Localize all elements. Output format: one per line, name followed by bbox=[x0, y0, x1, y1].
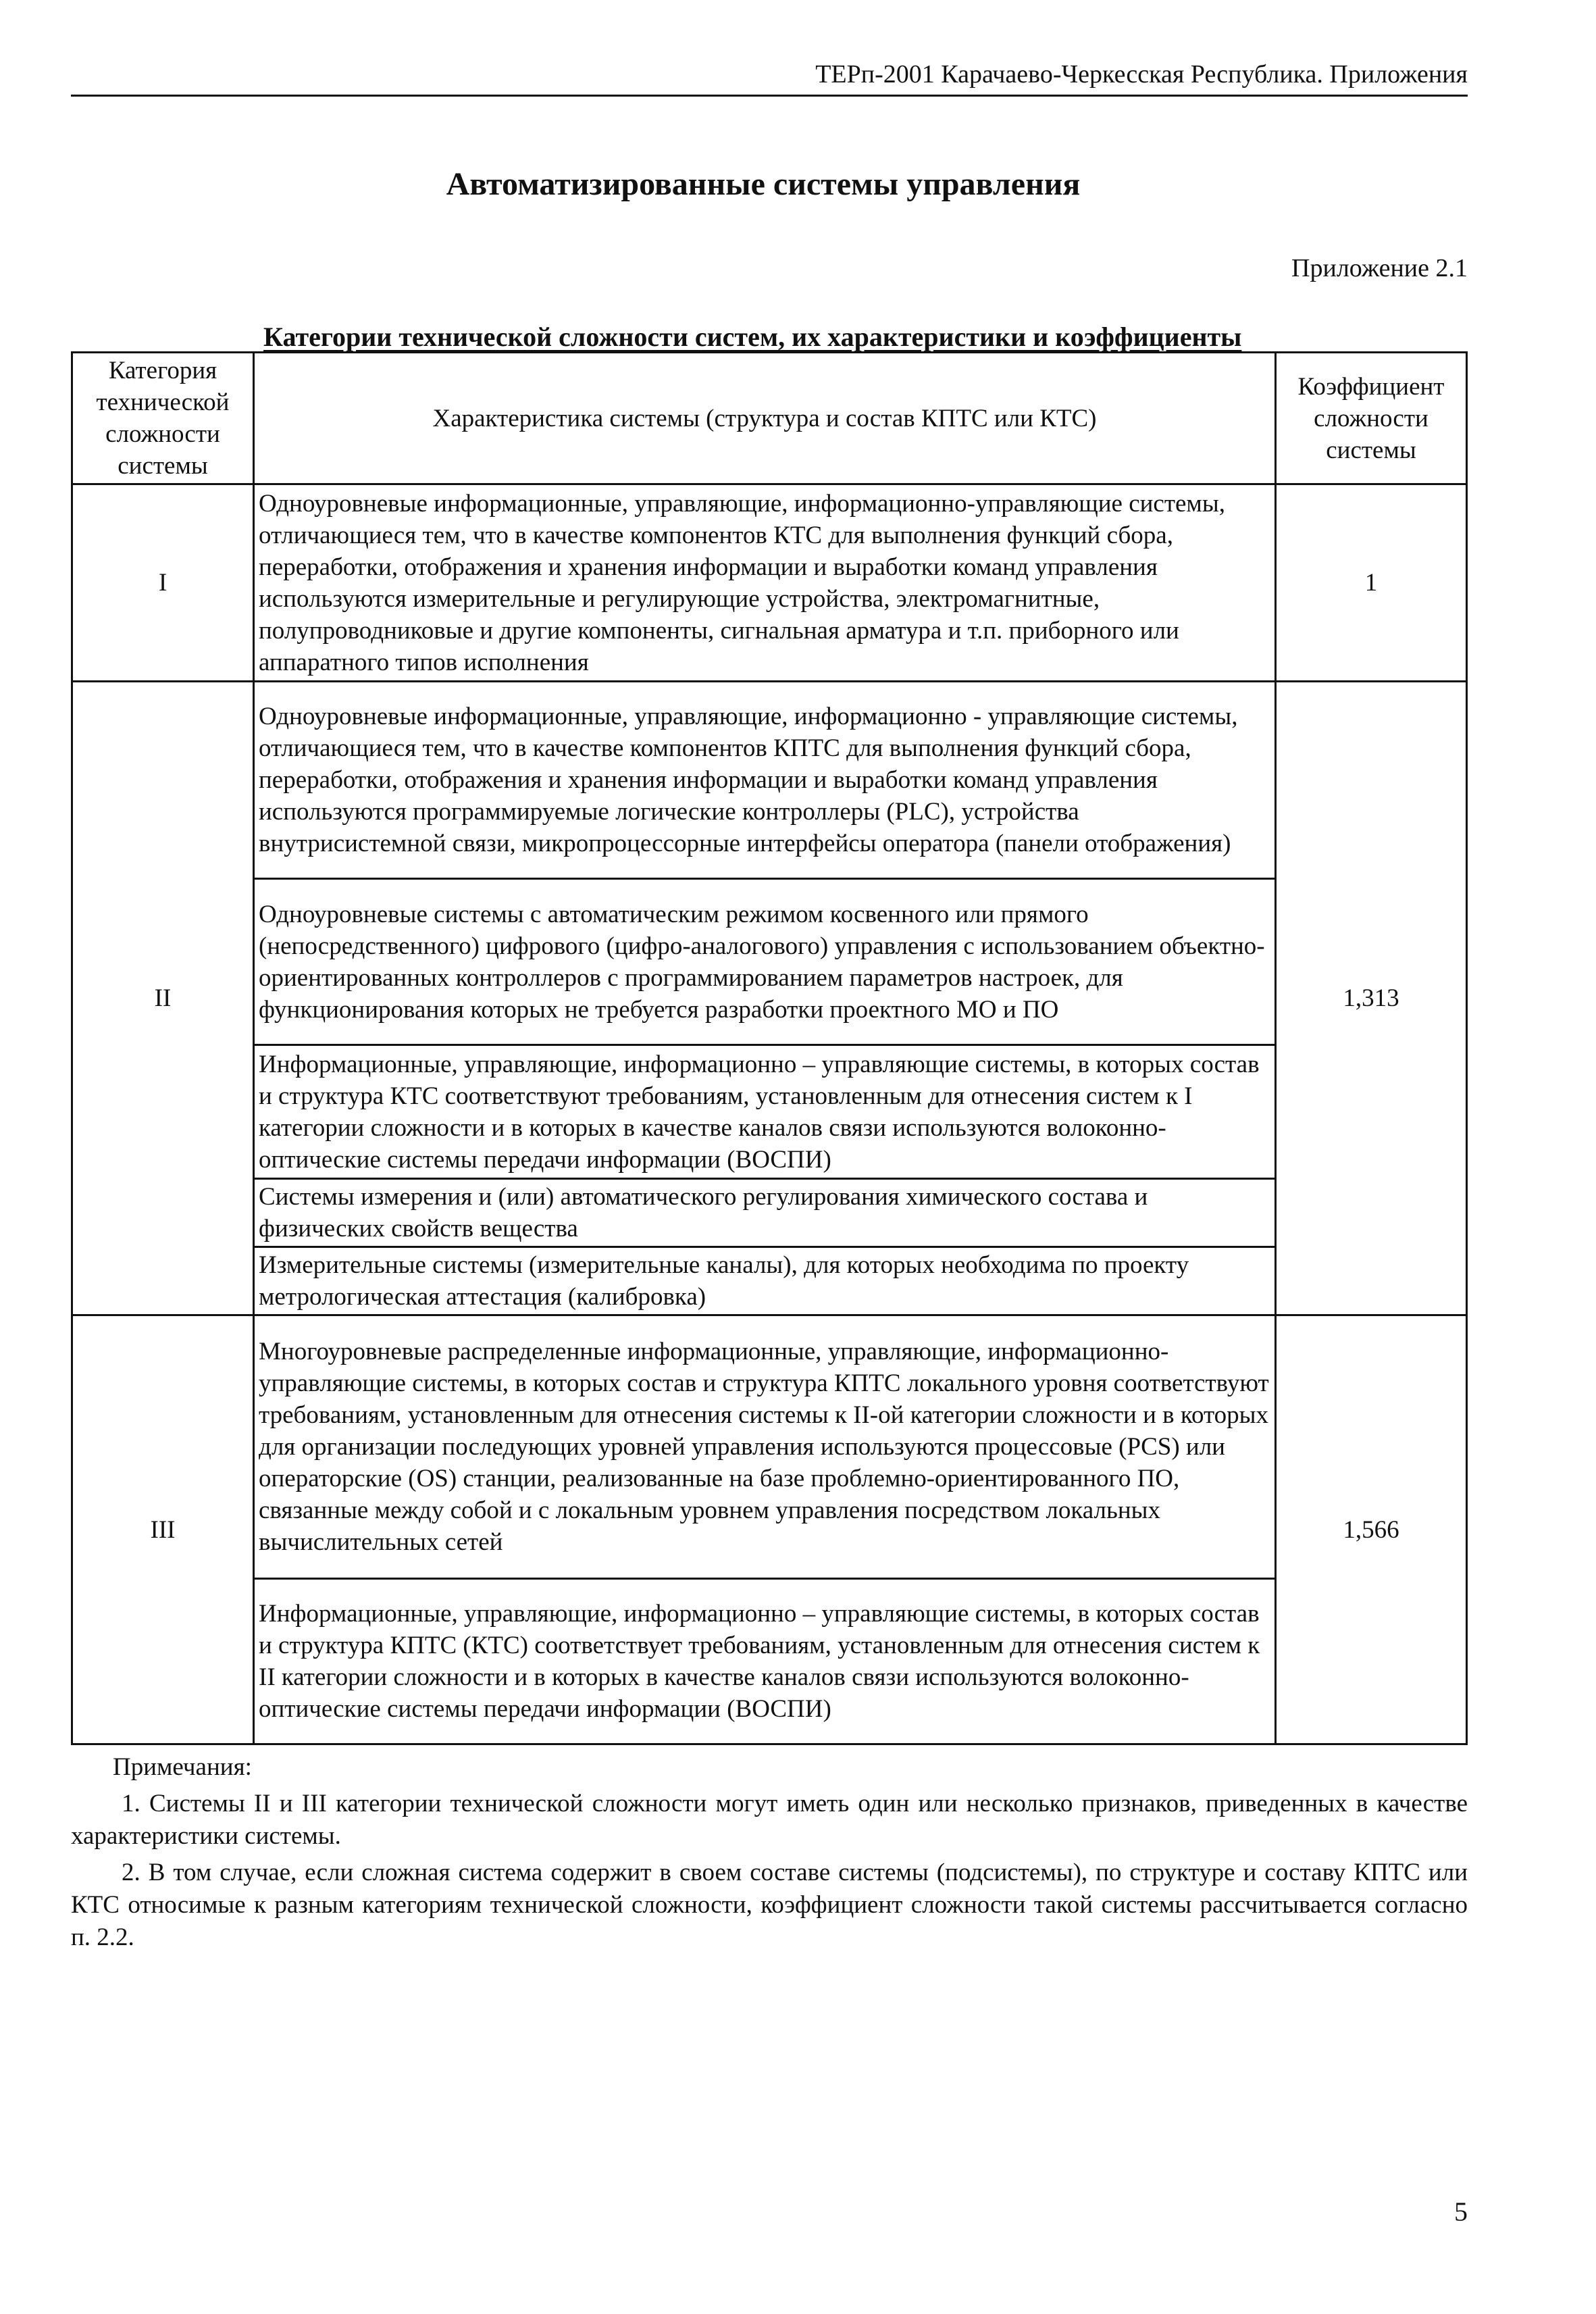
coefficient-cell: 1,566 bbox=[1276, 1315, 1467, 1744]
header-coefficient: Коэффициент сложности системы bbox=[1276, 353, 1467, 484]
complexity-table bbox=[71, 351, 1468, 1745]
appendix-label: Приложение 2.1 bbox=[1291, 254, 1468, 282]
coefficient-cell: 1,313 bbox=[1276, 682, 1467, 1315]
page-title: Автоматизированные системы управления bbox=[446, 166, 1081, 202]
note-item: 2. В том случае, если сложная система содержит в своем составе системы (подсистемы), по структуре и составу КПТС или КТС относимые к разным категориям технической сложности, коэффициент сложности такой системы рассчитывается согласно п. 2.2. bbox=[71, 1859, 1468, 1951]
running-title: ТЕРп-2001 Карачаево-Черкесская Республика. Приложения bbox=[815, 60, 1468, 89]
header-characteristic: Характеристика системы (структура и состав КПТС или КТС) bbox=[254, 353, 1276, 484]
table-row bbox=[72, 1315, 1467, 1579]
table-row bbox=[72, 682, 1467, 879]
category-cell: II bbox=[72, 682, 254, 1315]
characteristic-cell: Одноуровневые информационные, управляющие, информационно-управляющие системы, отличающиеся тем, что в качестве компонентов КТС для выполнения функций сбора, переработки, отображения и хранения информации и выработки команд управления используются измерительные и регулирующие устройства, электромагнитные, полупроводниковые и другие компоненты, сигнальная арматура и т.п. приборного или аппаратного типов исполнения bbox=[254, 484, 1276, 682]
notes-label: Примечания: bbox=[113, 1753, 252, 1781]
note-item: 1. Системы II и III категории технической сложности могут иметь один или несколько признаков, приведенных в качестве характеристики системы. bbox=[71, 1790, 1468, 1850]
table-row bbox=[72, 484, 1467, 682]
table-row bbox=[72, 1579, 1467, 1744]
running-header bbox=[71, 54, 1468, 97]
page-number: 5 bbox=[1454, 2196, 1468, 2227]
characteristic-cell: Многоуровневые распределенные информационные, управляющие, информационно-управляющие системы, в которых состав и структура КПТС локального уровня соответствуют требованиям, установленным для отнесения системы к II-ой категории сложности и в которых для организации последующих уровней управления используются процессовые (PCS) или операторские (OS) станции, реализованные на базе проблемно-ориентированного ПО, связанные между собой и с локальным уровнем управления посредством локальных вычислительных сетей bbox=[254, 1315, 1276, 1579]
table-row bbox=[72, 879, 1467, 1045]
table-row bbox=[72, 1179, 1467, 1247]
category-cell: I bbox=[72, 484, 254, 682]
characteristic-cell: Системы измерения и (или) автоматического регулирования химического состава и физических свойств вещества bbox=[254, 1179, 1276, 1247]
characteristic-cell: Информационные, управляющие, информационно – управляющие системы, в которых состав и структура КПТС (КТС) соответствует требованиям, установленным для отнесения систем к II категории сложности и в которых в качестве каналов связи используются волоконно-оптические системы передачи информации (ВОСПИ) bbox=[254, 1579, 1276, 1744]
coefficient-cell: 1 bbox=[1276, 484, 1467, 682]
table-row bbox=[72, 1247, 1467, 1315]
header-category: Категория технической сложности системы bbox=[72, 353, 254, 484]
table-caption: Категории технической сложности систем, их характеристики и коэффициенты bbox=[263, 322, 1242, 352]
notes-section bbox=[71, 1751, 1468, 1954]
table-header-row bbox=[72, 353, 1467, 484]
category-cell: III bbox=[72, 1315, 254, 1744]
characteristic-cell: Одноуровневые системы с автоматическим режимом косвенного или прямого (непосредственного) цифрового (цифро-аналогового) управления с использованием объектно-ориентированных контроллеров с программированием параметров настроек, для функционирования которых не требуется разработки проектного МО и ПО bbox=[254, 879, 1276, 1045]
characteristic-cell: Информационные, управляющие, информационно – управляющие системы, в которых состав и структура КТС соответствуют требованиям, установленным для отнесения систем к I категории сложности и в которых в качестве каналов связи используются волоконно-оптические системы передачи информации (ВОСПИ) bbox=[254, 1045, 1276, 1179]
characteristic-cell: Измерительные системы (измерительные каналы), для которых необходима по проекту метрологическая аттестация (калибровка) bbox=[254, 1247, 1276, 1315]
characteristic-cell: Одноуровневые информационные, управляющие, информационно - управляющие системы, отличающиеся тем, что в качестве компонентов КПТС для выполнения функций сбора, переработки, отображения и хранения информации и выработки команд управления используются программируемые логические контроллеры (PLC), устройства внутрисистемной связи, микропроцессорные интерфейсы оператора (панели отображения) bbox=[254, 682, 1276, 879]
table-row bbox=[72, 1045, 1467, 1179]
